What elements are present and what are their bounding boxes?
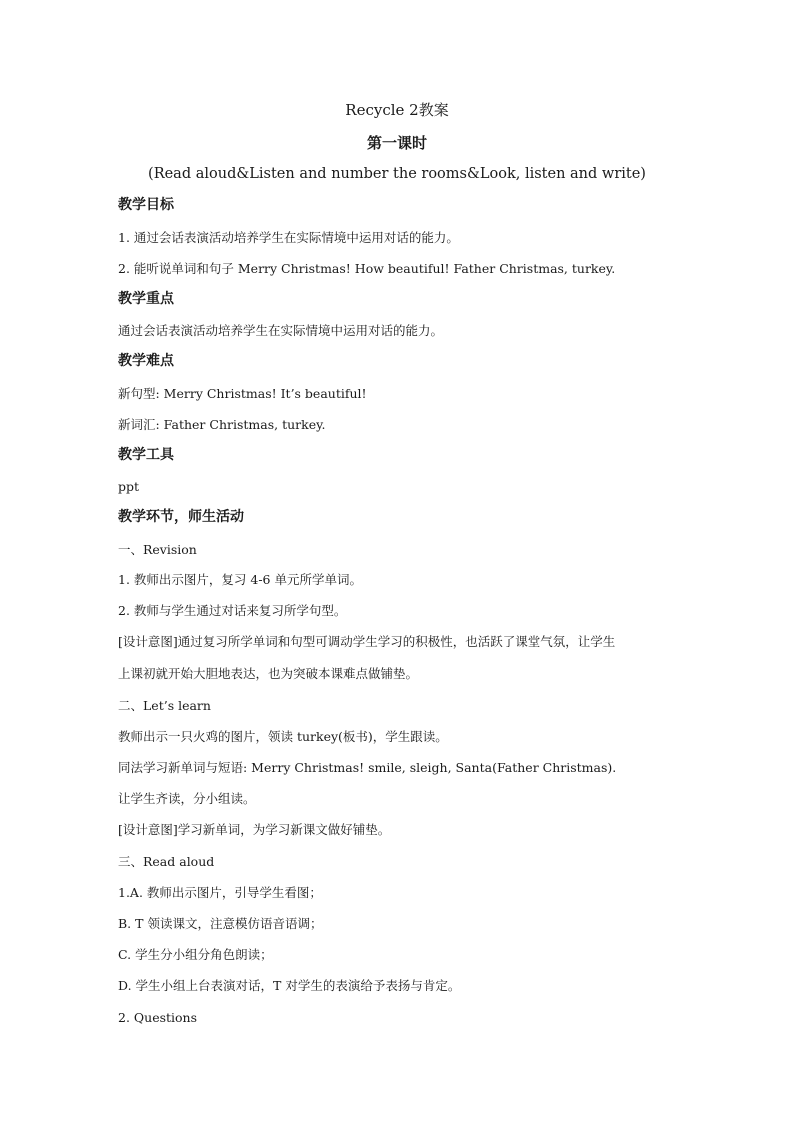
part2-item-3: 让学生齐读，分小组读。	[118, 791, 256, 806]
part3-item-3: C. 学生分小组分角色朗读；	[118, 947, 273, 962]
lesson-label: 第一课时	[366, 134, 427, 152]
part1-item-2: 2. 教师与学生通过对话来复习所学句型。	[118, 603, 347, 618]
process-heading: 教学环节，师生活动	[118, 509, 244, 525]
part1-design-line-1: [设计意图]通过复习所学单词和句型可调动学生学习的积极性，也活跃了课堂气氛，让学生	[118, 634, 616, 649]
goals-heading: 教学目标	[118, 197, 174, 213]
part2-item-2: 同法学习新单词与短语: Merry Christmas! smile, sleigh, Santa(Father Christmas).	[118, 760, 617, 775]
part1-design-line-2: 上课初就开始大胆地表达，也为突破本课难点做铺垫。	[118, 666, 419, 681]
part2-item-1: 教师出示一只火鸡的图片，领读 turkey(板书)，学生跟读。	[118, 729, 448, 744]
part1-title: 一、Revision	[118, 542, 197, 557]
part3-item-5: 2. Questions	[118, 1010, 198, 1025]
difficulties-heading: 教学难点	[118, 353, 174, 369]
goal-item-2: 2. 能听说单词和句子 Merry Christmas! How beautiful! Father Christmas, turkey.	[118, 261, 616, 276]
difficulty-item-1: 新句型: Merry Christmas! It’s beautiful!	[118, 386, 367, 401]
lesson-subtitle: (Read aloud&Listen and number the rooms&Look, listen and write)	[148, 166, 646, 182]
part3-item-1: 1.A. 教师出示图片，引导学生看图；	[118, 885, 322, 900]
part2-design: [设计意图]学习新单词，为学习新课文做好铺垫。	[118, 822, 391, 837]
key-points-heading: 教学重点	[118, 291, 174, 307]
part2-title: 二、Let’s learn	[118, 698, 211, 713]
document-title: Recycle 2教案	[345, 101, 449, 119]
difficulty-item-2: 新词汇: Father Christmas, turkey.	[118, 417, 326, 432]
part3-item-2: B. T 领读课文，注意模仿语音语调；	[118, 916, 323, 931]
key-points-text: 通过会话表演活动培养学生在实际情境中运用对话的能力。	[118, 323, 444, 338]
tools-heading: 教学工具	[118, 447, 174, 463]
part3-title: 三、Read aloud	[118, 854, 215, 869]
goal-item-1: 1. 通过会话表演活动培养学生在实际情境中运用对话的能力。	[118, 230, 459, 245]
tools-text: ppt	[118, 479, 140, 494]
part1-item-1: 1. 教师出示图片，复习 4-6 单元所学单词。	[118, 572, 362, 587]
part3-item-4: D. 学生小组上台表演对话，T 对学生的表演给予表扬与肯定。	[118, 978, 461, 993]
